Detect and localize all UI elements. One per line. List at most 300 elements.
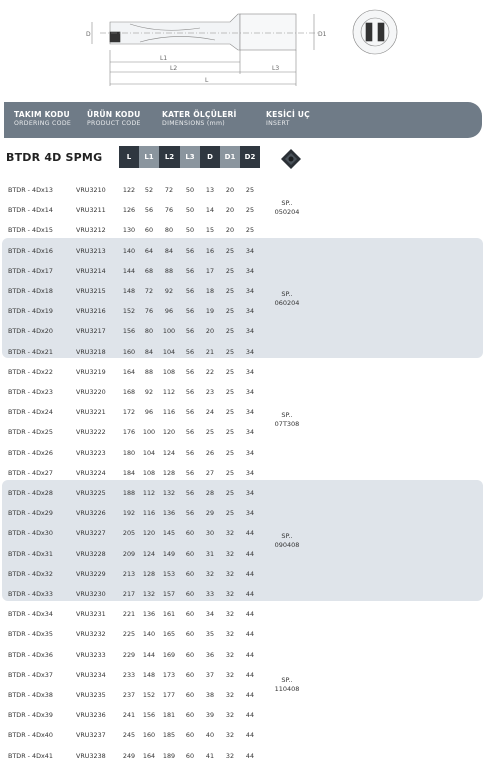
- dimension-cell-l1: 52: [144, 186, 154, 194]
- dimension-cell-d: 22: [205, 367, 215, 376]
- dimension-cell-l: 221: [122, 610, 136, 619]
- table-row: [0, 503, 485, 523]
- insert-label-060204-line2: 060204: [274, 299, 300, 307]
- table-row: [0, 200, 485, 220]
- table-row: [0, 645, 485, 665]
- dimension-cell-d: 25: [205, 428, 215, 437]
- product-code-cell: VRU3220: [76, 388, 106, 396]
- dimension-cell-l2: 112: [162, 388, 176, 396]
- ordering-code-cell: BTDR - 4Dx26: [8, 448, 53, 457]
- table-row: [0, 382, 485, 402]
- dimension-cell-l3: 60: [185, 670, 195, 679]
- product-code-cell: VRU3211: [76, 206, 106, 215]
- header-product-code: [87, 110, 141, 128]
- dimension-cell-l3: 56: [185, 509, 195, 518]
- product-code-cell: VRU3236: [76, 711, 106, 720]
- ordering-code-cell: BTDR - 4Dx20: [8, 327, 53, 336]
- dimension-cell-d2: 34: [245, 266, 255, 275]
- dimension-cell-d1: 25: [225, 509, 235, 518]
- dimension-cell-l3: 56: [185, 489, 195, 497]
- header-insert-title: KESİCİ UÇ: [266, 110, 310, 119]
- dimension-cell-l3: 60: [185, 610, 195, 619]
- dimension-cell-d2: 34: [245, 428, 255, 437]
- dimension-cell-d2: 44: [245, 650, 255, 659]
- insert-label-060204-line1: SP..: [281, 290, 293, 298]
- insert-label-050204: [267, 199, 307, 217]
- ordering-code-cell: BTDR - 4Dx25: [8, 428, 53, 437]
- dimension-cell-d: 36: [205, 650, 215, 659]
- dim-col-d2: D2: [240, 146, 260, 168]
- ordering-code-cell: BTDR - 4Dx39: [8, 711, 53, 720]
- dimension-cell-d2: 25: [245, 186, 255, 194]
- dimension-cell-l: 233: [122, 670, 136, 679]
- dimension-cell-d: 21: [205, 347, 215, 356]
- dimension-cell-d: 27: [205, 468, 215, 477]
- ordering-code-cell: BTDR - 4Dx38: [8, 691, 53, 699]
- dimension-cell-d2: 34: [245, 246, 255, 255]
- dimension-cell-d: 29: [205, 509, 215, 518]
- dimension-cell-l3: 60: [185, 590, 195, 598]
- dim-col-l: L: [119, 146, 139, 168]
- product-code-cell: VRU3219: [76, 367, 106, 376]
- dimension-cell-d: 35: [205, 630, 215, 639]
- dimension-cell-l: 126: [122, 206, 136, 215]
- dimension-cell-d1: 20: [225, 206, 235, 215]
- table-row: [0, 705, 485, 725]
- product-code-cell: VRU3227: [76, 529, 106, 538]
- table-row: [0, 241, 485, 261]
- dimension-cell-l2: 104: [162, 347, 176, 356]
- dimension-cell-l3: 56: [185, 468, 195, 477]
- dimension-cell-l2: 92: [164, 287, 174, 295]
- dimension-cell-d1: 32: [225, 731, 235, 740]
- ordering-code-cell: BTDR - 4Dx14: [8, 206, 53, 215]
- dimension-cell-l2: 165: [162, 630, 176, 639]
- dimension-cell-l: 168: [122, 388, 136, 396]
- dimension-cell-l3: 56: [185, 408, 195, 417]
- ordering-code-cell: BTDR - 4Dx37: [8, 670, 53, 679]
- dimension-cell-l: 148: [122, 287, 136, 295]
- ordering-code-cell: BTDR - 4Dx27: [8, 468, 53, 477]
- insert-label-090408: [267, 532, 307, 550]
- product-code-cell: VRU3230: [76, 590, 106, 598]
- product-code-cell: VRU3226: [76, 509, 106, 518]
- dimension-cell-d: 14: [205, 206, 215, 215]
- dimension-cell-l: 205: [122, 529, 136, 538]
- product-code-cell: VRU3213: [76, 246, 106, 255]
- product-code-cell: VRU3221: [76, 408, 106, 417]
- ordering-code-cell: BTDR - 4Dx17: [8, 266, 53, 275]
- ordering-code-cell: BTDR - 4Dx22: [8, 367, 53, 376]
- dimension-cell-d1: 25: [225, 246, 235, 255]
- dimension-cell-l2: 72: [164, 186, 174, 194]
- dimension-cell-l2: 76: [164, 206, 174, 215]
- series-title: BTDR 4D SPMG: [6, 151, 103, 164]
- dimension-cell-l: 237: [122, 691, 136, 699]
- dimension-cell-l2: 149: [162, 549, 176, 558]
- dimension-cell-d1: 32: [225, 529, 235, 538]
- insert-label-050204-line1: SP..: [281, 199, 293, 207]
- dimension-cell-d1: 32: [225, 751, 235, 760]
- dimension-cell-d2: 34: [245, 287, 255, 295]
- ordering-code-cell: BTDR - 4Dx18: [8, 287, 53, 295]
- dimension-cell-d1: 20: [225, 226, 235, 235]
- dimension-cell-d2: 44: [245, 549, 255, 558]
- table-row: [0, 463, 485, 483]
- dimension-cell-l1: 72: [144, 287, 154, 295]
- dimension-cell-l1: 152: [142, 691, 156, 699]
- dimension-cell-d2: 44: [245, 711, 255, 720]
- dimension-cell-l: 213: [122, 569, 136, 578]
- header-ordering-code-sub: ORDERING CODE: [14, 120, 72, 127]
- dimension-cell-l2: 153: [162, 569, 176, 578]
- dimension-cell-d: 28: [205, 489, 215, 497]
- table-row: [0, 261, 485, 281]
- dim-label-d: D: [86, 31, 91, 38]
- insert-label-090408-line2: 090408: [274, 541, 300, 549]
- dimension-cell-l2: 157: [162, 590, 176, 598]
- dimension-cell-l3: 60: [185, 549, 195, 558]
- dimension-cell-l3: 60: [185, 711, 195, 720]
- dimension-cell-l3: 56: [185, 287, 195, 295]
- dimension-cell-l2: 185: [162, 731, 176, 740]
- product-code-cell: VRU3216: [76, 307, 106, 316]
- dimension-cell-l2: 84: [164, 246, 174, 255]
- insert-label-07t308-line2: 07T308: [274, 420, 300, 428]
- dimension-cell-l1: 132: [142, 590, 156, 598]
- dim-label-l2: L2: [170, 65, 178, 72]
- dimension-cell-d: 39: [205, 711, 215, 720]
- table-row: [0, 685, 485, 705]
- dim-col-d: D: [200, 146, 220, 168]
- dimension-cell-d1: 32: [225, 650, 235, 659]
- dim-col-l2: L2: [159, 146, 180, 168]
- table-row: [0, 301, 485, 321]
- dimension-cell-l1: 76: [144, 307, 154, 316]
- dimension-cell-l: 225: [122, 630, 136, 639]
- dimension-cell-d2: 44: [245, 691, 255, 699]
- dimension-cell-d2: 44: [245, 569, 255, 578]
- dimension-cell-l2: 132: [162, 489, 176, 497]
- dimension-cell-l2: 161: [162, 610, 176, 619]
- table-row: [0, 321, 485, 341]
- dimension-cell-l3: 60: [185, 751, 195, 760]
- ordering-code-cell: BTDR - 4Dx35: [8, 630, 53, 639]
- table-row: [0, 523, 485, 543]
- dimension-cell-d: 17: [205, 266, 215, 275]
- product-code-cell: VRU3228: [76, 549, 106, 558]
- table-row: [0, 422, 485, 442]
- dimension-cell-l2: 88: [164, 266, 174, 275]
- dimension-cell-l1: 64: [144, 246, 154, 255]
- dimension-cell-l3: 56: [185, 388, 195, 396]
- dimension-cell-l3: 60: [185, 731, 195, 740]
- ordering-code-cell: BTDR - 4Dx24: [8, 408, 53, 417]
- dimension-cell-l3: 56: [185, 246, 195, 255]
- dimension-cell-l1: 124: [142, 549, 156, 558]
- dimension-cell-d: 16: [205, 246, 215, 255]
- dimension-cell-d: 26: [205, 448, 215, 457]
- dimension-cell-l1: 100: [142, 428, 156, 437]
- dimension-cell-d: 37: [205, 670, 215, 679]
- dimension-cell-l2: 169: [162, 650, 176, 659]
- insert-image: [278, 146, 304, 172]
- dimension-cell-d1: 25: [225, 307, 235, 316]
- dimension-cell-l1: 96: [144, 408, 154, 417]
- dimension-cell-d2: 34: [245, 367, 255, 376]
- dimension-cell-l: 172: [122, 408, 136, 417]
- dimension-cell-l1: 148: [142, 670, 156, 679]
- dimension-cell-l: 180: [122, 448, 136, 457]
- dimension-cell-d: 32: [205, 569, 215, 578]
- dimension-cell-l3: 60: [185, 529, 195, 538]
- dim-label-d1: D1: [318, 31, 327, 38]
- dimension-cell-d1: 32: [225, 569, 235, 578]
- dimension-cell-d1: 25: [225, 367, 235, 376]
- dimension-cell-d1: 32: [225, 549, 235, 558]
- dimension-cell-l1: 56: [144, 206, 154, 215]
- product-code-cell: VRU3224: [76, 468, 106, 477]
- dimension-cell-l2: 128: [162, 468, 176, 477]
- dimension-cell-l: 156: [122, 327, 136, 336]
- table-row: [0, 402, 485, 422]
- dimension-cell-d2: 44: [245, 630, 255, 639]
- insert-label-110408: [267, 676, 307, 694]
- dimension-cell-d1: 32: [225, 691, 235, 699]
- ordering-code-cell: BTDR - 4Dx40: [8, 731, 53, 740]
- dim-col-l3: L3: [180, 146, 200, 168]
- insert-label-07t308-line1: SP..: [281, 411, 293, 419]
- dimension-cell-l2: 181: [162, 711, 176, 720]
- dimension-cell-d: 33: [205, 590, 215, 598]
- dimension-cell-l1: 140: [142, 630, 156, 639]
- table-row: [0, 624, 485, 644]
- dimension-cell-l1: 120: [142, 529, 156, 538]
- ordering-code-cell: BTDR - 4Dx28: [8, 489, 53, 497]
- dimension-cell-d1: 32: [225, 610, 235, 619]
- dimension-cell-l: 160: [122, 347, 136, 356]
- dimension-cell-d1: 25: [225, 428, 235, 437]
- ordering-code-cell: BTDR - 4Dx30: [8, 529, 53, 538]
- dimension-cell-d2: 44: [245, 590, 255, 598]
- dimension-cell-l1: 84: [144, 347, 154, 356]
- ordering-code-cell: BTDR - 4Dx16: [8, 246, 53, 255]
- dimension-cell-d: 15: [205, 226, 215, 235]
- table-row: [0, 220, 485, 240]
- header-insert: [266, 110, 310, 128]
- table-row: [0, 725, 485, 745]
- dimension-cell-d: 41: [205, 751, 215, 760]
- dimension-cell-l3: 56: [185, 448, 195, 457]
- dimension-cell-d2: 34: [245, 408, 255, 417]
- header-dimensions: [162, 110, 237, 128]
- dimension-cell-l: 164: [122, 367, 136, 376]
- dimension-cell-d: 34: [205, 610, 215, 619]
- dimension-cell-d2: 34: [245, 489, 255, 497]
- dimension-cell-l: 184: [122, 468, 136, 477]
- product-code-cell: VRU3215: [76, 287, 106, 295]
- insert-label-110408-line2: 110408: [274, 685, 300, 693]
- header-dimensions-title: KATER ÖLÇÜLERİ: [162, 110, 237, 119]
- dimension-cell-l: 192: [122, 509, 136, 518]
- ordering-code-cell: BTDR - 4Dx34: [8, 610, 53, 619]
- product-code-cell: VRU3238: [76, 751, 106, 760]
- dimension-cell-d: 38: [205, 691, 215, 699]
- dimension-cell-l3: 50: [185, 226, 195, 235]
- table-row: [0, 544, 485, 564]
- ordering-code-cell: BTDR - 4Dx31: [8, 549, 53, 558]
- dimension-cell-l2: 124: [162, 448, 176, 457]
- dimension-cell-l1: 156: [142, 711, 156, 720]
- dimension-cell-l: 176: [122, 428, 136, 437]
- table-row: [0, 564, 485, 584]
- product-code-cell: VRU3210: [76, 186, 106, 194]
- dimension-cell-l2: 173: [162, 670, 176, 679]
- dim-label-l: L: [205, 77, 209, 84]
- dimension-cell-l1: 68: [144, 266, 154, 275]
- insert-label-060204: [267, 290, 307, 308]
- dimension-cell-l: 144: [122, 266, 136, 275]
- ordering-code-cell: BTDR - 4Dx19: [8, 307, 53, 316]
- product-code-cell: VRU3233: [76, 650, 106, 659]
- dimension-cell-d1: 25: [225, 266, 235, 275]
- table-row: [0, 665, 485, 685]
- ordering-code-cell: BTDR - 4Dx13: [8, 186, 53, 194]
- ordering-code-cell: BTDR - 4Dx32: [8, 569, 53, 578]
- dimension-cell-d1: 32: [225, 630, 235, 639]
- product-code-cell: VRU3217: [76, 327, 106, 336]
- dimension-cell-l2: 100: [162, 327, 176, 336]
- dimension-cell-l1: 164: [142, 751, 156, 760]
- dimension-cell-l1: 88: [144, 367, 154, 376]
- table-row: [0, 362, 485, 382]
- drill-technical-drawing: [0, 0, 485, 92]
- ordering-code-cell: BTDR - 4Dx15: [8, 226, 53, 235]
- dimension-cell-d1: 25: [225, 327, 235, 336]
- dimension-cell-d2: 34: [245, 448, 255, 457]
- dimension-cell-d2: 34: [245, 468, 255, 477]
- product-code-cell: VRU3218: [76, 347, 106, 356]
- dimension-cell-l: 188: [122, 489, 136, 497]
- dimension-cell-l1: 80: [144, 327, 154, 336]
- dimension-cell-l3: 60: [185, 650, 195, 659]
- dimension-cell-l: 241: [122, 711, 136, 720]
- dimension-cell-l: 122: [122, 186, 136, 194]
- dimension-cell-l: 140: [122, 246, 136, 255]
- header-dimensions-sub: DIMENSIONS (mm): [162, 120, 225, 127]
- dimension-cell-l3: 60: [185, 630, 195, 639]
- dimension-cell-l3: 56: [185, 428, 195, 437]
- dimension-cell-l2: 136: [162, 509, 176, 518]
- dim-label-l3: L3: [272, 65, 280, 72]
- dimension-cell-l1: 60: [144, 226, 154, 235]
- dimension-cell-d: 18: [205, 287, 215, 295]
- dimension-cell-l: 229: [122, 650, 136, 659]
- dim-label-l1: L1: [160, 55, 168, 62]
- ordering-code-cell: BTDR - 4Dx33: [8, 590, 53, 598]
- dim-col-l1: L1: [139, 146, 159, 168]
- dimension-cell-l1: 112: [142, 489, 156, 497]
- insert-label-090408-line1: SP..: [281, 532, 293, 540]
- product-code-cell: VRU3214: [76, 266, 106, 275]
- dimension-cell-l1: 144: [142, 650, 156, 659]
- dimension-cell-d1: 25: [225, 347, 235, 356]
- dimension-cell-d: 13: [205, 186, 215, 194]
- dim-col-d1: D1: [220, 146, 240, 168]
- dimension-cell-l1: 108: [142, 468, 156, 477]
- dimension-cell-d: 30: [205, 529, 215, 538]
- dimension-cell-l2: 120: [162, 428, 176, 437]
- dimension-cell-d2: 34: [245, 307, 255, 316]
- dimension-cell-l2: 116: [162, 408, 176, 417]
- dimension-cell-d1: 25: [225, 448, 235, 457]
- dimension-cell-l3: 56: [185, 347, 195, 356]
- dimension-cell-l2: 189: [162, 751, 176, 760]
- dimension-cell-d: 31: [205, 549, 215, 558]
- dimension-cell-l1: 136: [142, 610, 156, 619]
- product-code-cell: VRU3234: [76, 670, 106, 679]
- table-row: [0, 342, 485, 362]
- product-code-cell: VRU3229: [76, 569, 106, 578]
- dimension-cell-d1: 25: [225, 287, 235, 295]
- dimension-cell-d: 40: [205, 731, 215, 740]
- dimension-cell-l1: 92: [144, 388, 154, 396]
- dimension-cell-l3: 60: [185, 691, 195, 699]
- dimension-cell-l3: 56: [185, 327, 195, 336]
- header-product-code-title: ÜRÜN KODU: [87, 110, 141, 119]
- dimension-cell-l3: 50: [185, 206, 195, 215]
- dimension-cell-d2: 44: [245, 731, 255, 740]
- ordering-code-cell: BTDR - 4Dx36: [8, 650, 53, 659]
- dimension-cell-l2: 177: [162, 691, 176, 699]
- dimension-cell-d1: 32: [225, 670, 235, 679]
- product-code-cell: VRU3237: [76, 731, 106, 740]
- dimension-cell-d2: 34: [245, 327, 255, 336]
- dimension-cell-d2: 34: [245, 347, 255, 356]
- product-code-cell: VRU3223: [76, 448, 106, 457]
- dimension-cell-l: 152: [122, 307, 136, 316]
- dimension-cell-d2: 34: [245, 388, 255, 396]
- table-row: [0, 584, 485, 604]
- dimension-cell-l1: 116: [142, 509, 156, 518]
- dimension-cell-d2: 25: [245, 226, 255, 235]
- dimension-cell-l: 209: [122, 549, 136, 558]
- dimension-cell-d1: 20: [225, 186, 235, 194]
- dimension-cell-d1: 32: [225, 711, 235, 720]
- table-header: [4, 102, 482, 138]
- dimension-cell-l: 245: [122, 731, 136, 740]
- dimension-cell-d1: 25: [225, 489, 235, 497]
- dimension-cell-d1: 32: [225, 590, 235, 598]
- dimension-cell-l3: 56: [185, 367, 195, 376]
- table-row: [0, 483, 485, 503]
- ordering-code-cell: BTDR - 4Dx41: [8, 751, 53, 760]
- header-ordering-code-title: TAKIM KODU: [14, 110, 70, 119]
- ordering-code-cell: BTDR - 4Dx29: [8, 509, 53, 518]
- header-ordering-code: [14, 110, 71, 128]
- dimension-cell-d2: 44: [245, 670, 255, 679]
- product-code-cell: VRU3225: [76, 489, 106, 497]
- dimension-cell-l2: 96: [164, 307, 174, 316]
- dimension-cell-l3: 56: [185, 307, 195, 316]
- dimension-cell-d2: 44: [245, 529, 255, 538]
- product-code-cell: VRU3235: [76, 691, 106, 699]
- dimension-cell-d2: 34: [245, 509, 255, 518]
- table-row: [0, 746, 485, 766]
- dimension-cell-l: 249: [122, 751, 136, 760]
- dimension-cell-l: 130: [122, 226, 136, 235]
- dimension-cell-l3: 56: [185, 266, 195, 275]
